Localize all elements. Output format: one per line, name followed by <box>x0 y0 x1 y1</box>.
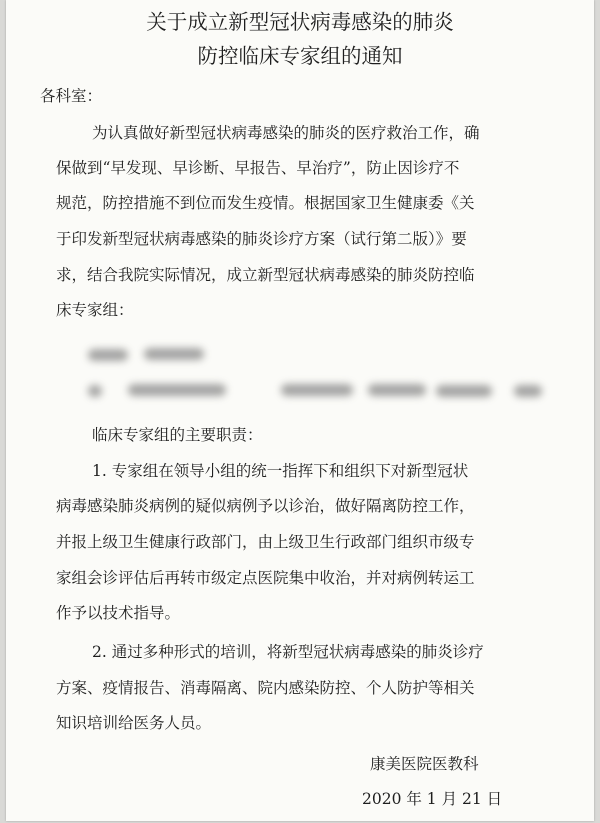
duty-1-line-4: 家组会诊评估后再转市级定点医院集中收治，并对病例转运工 <box>56 569 475 587</box>
intro-line-2: 保做到“早发现、早诊断、早报告、早治疗”，防止因诊疗不 <box>56 159 460 177</box>
duties-heading: 临床专家组的主要职责： <box>92 426 263 444</box>
redacted-name <box>144 348 204 360</box>
notice-title-line-2: 防控临床专家组的通知 <box>197 44 403 68</box>
intro-line-4: 于印发新型冠状病毒感染的肺炎诊疗方案（试行第二版）》要 <box>56 230 467 248</box>
redacted-name <box>128 384 226 396</box>
notice-document <box>6 0 594 821</box>
redacted-name <box>368 384 426 396</box>
greeting: 各科室： <box>40 87 103 105</box>
signature-date: 2020 年 1 月 21 日 <box>362 790 503 808</box>
duty-1-line-5: 作予以技术指导。 <box>56 604 181 622</box>
duty-1-line-1: 1. 专家组在领导小组的统一指挥下和组织下对新型冠状 <box>92 462 469 480</box>
intro-line-1: 为认真做好新型冠状病毒感染的肺炎的医疗救治工作，确 <box>92 124 480 142</box>
duty-2-line-3: 知识培训给医务人员。 <box>56 714 212 732</box>
duty-1-line-3: 并报上级卫生健康行政部门，由上级卫生行政部门组织市级专 <box>56 533 475 551</box>
redacted-name <box>88 349 128 361</box>
redacted-name <box>514 385 542 397</box>
redacted-name <box>88 385 102 397</box>
redacted-name <box>281 384 353 396</box>
intro-line-3: 规范，防控措施不到位而发生疫情。根据国家卫生健康委《关 <box>56 194 475 212</box>
signature-organization: 康美医院医教科 <box>370 755 479 773</box>
notice-title-line-1: 关于成立新型冠状病毒感染的肺炎 <box>146 10 454 34</box>
redacted-name <box>436 385 492 397</box>
intro-line-5: 求，结合我院实际情况，成立新型冠状病毒感染的肺炎防控临 <box>56 266 475 284</box>
duty-1-line-2: 病毒感染肺炎病例的疑似病例予以诊治，做好隔离防控工作， <box>56 497 475 515</box>
intro-line-6: 床专家组： <box>56 301 134 319</box>
duty-2-line-2: 方案、疫情报告、消毒隔离、院内感染防控、个人防护等相关 <box>56 679 475 697</box>
duty-2-line-1: 2. 通过多种形式的培训，将新型冠状病毒感染的肺炎诊疗 <box>92 643 484 661</box>
